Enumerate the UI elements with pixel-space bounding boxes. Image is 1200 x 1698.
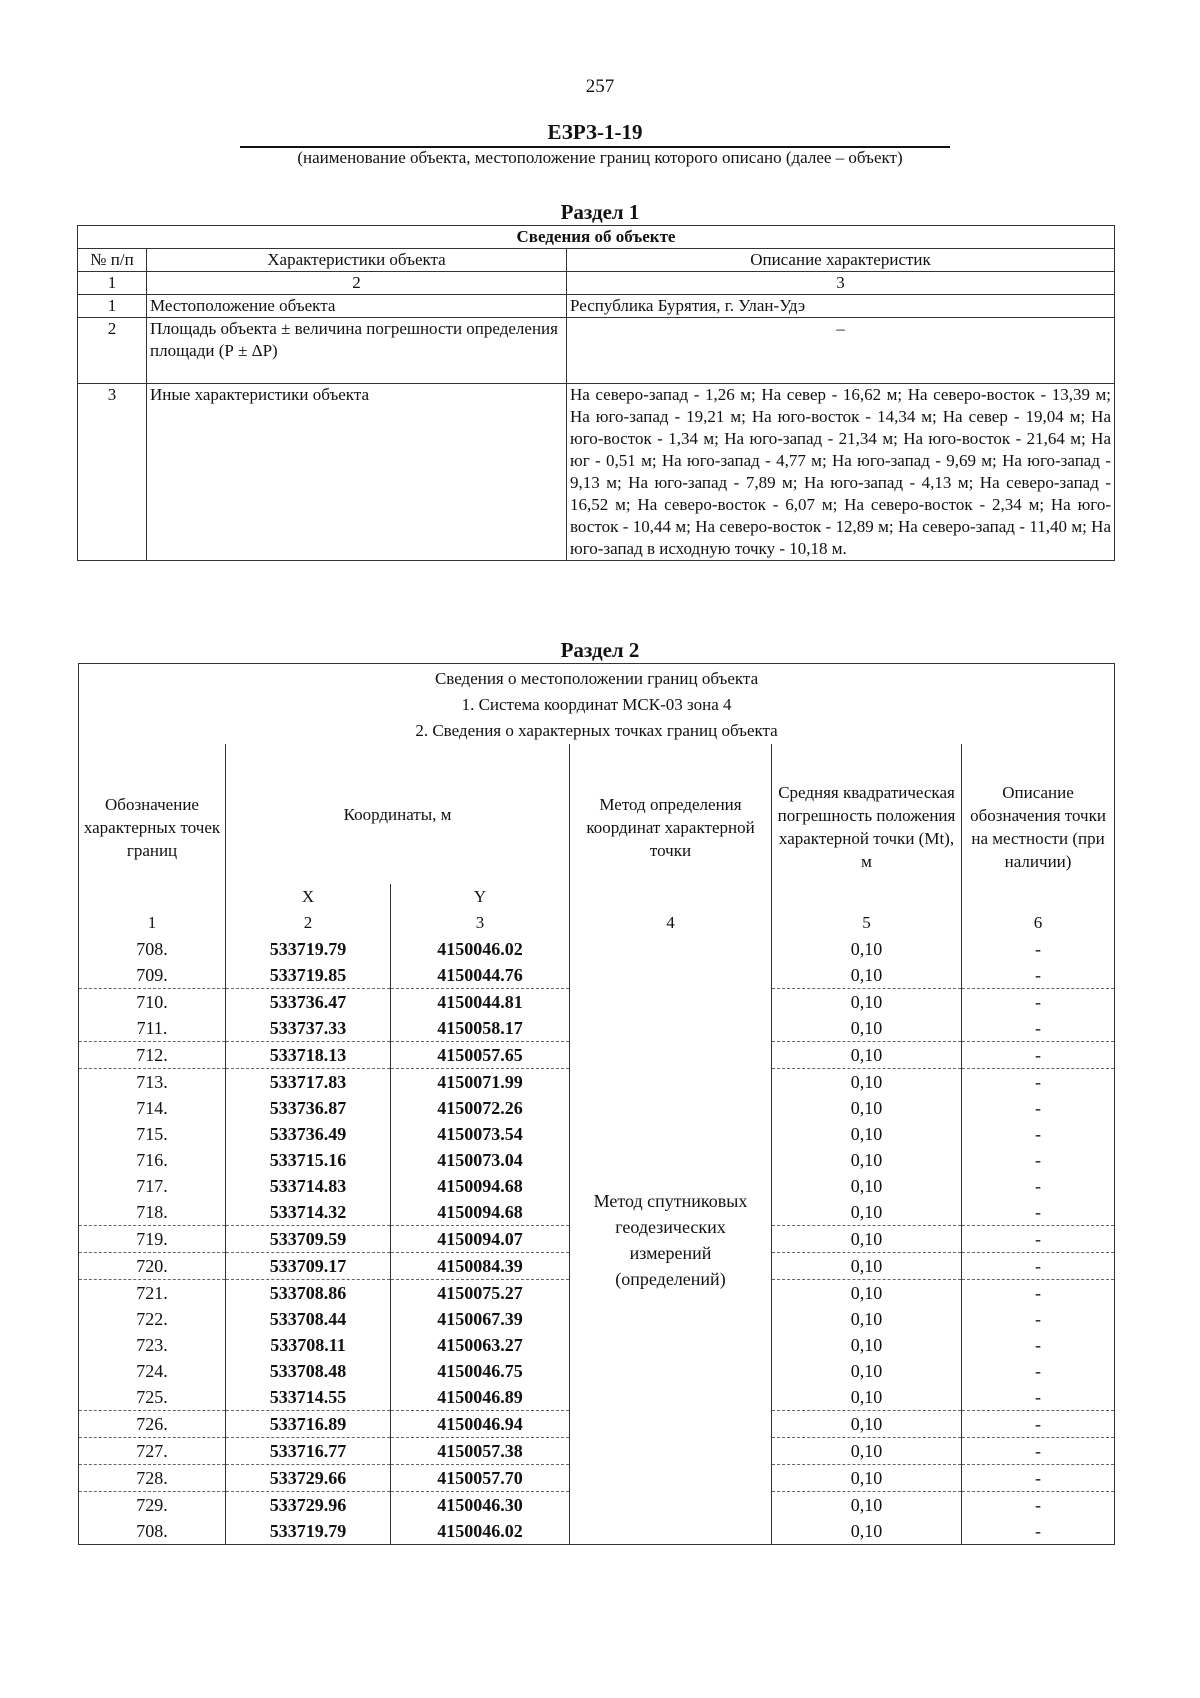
point-x: 533716.89 — [226, 1411, 391, 1438]
point-description: - — [962, 1069, 1115, 1096]
point-number: 708. — [79, 936, 226, 962]
col-number-3: 3 — [567, 272, 1115, 295]
point-error: 0,10 — [772, 1069, 962, 1096]
point-error: 0,10 — [772, 1042, 962, 1069]
point-y: 4150071.99 — [391, 1069, 570, 1096]
col-header-description: Описание характеристик — [567, 249, 1115, 272]
col-header-x: X — [226, 884, 391, 910]
point-error: 0,10 — [772, 1199, 962, 1226]
point-number: 724. — [79, 1358, 226, 1384]
point-number: 709. — [79, 962, 226, 989]
point-number: 722. — [79, 1306, 226, 1332]
point-error: 0,10 — [772, 1280, 962, 1307]
points-body — [79, 936, 1115, 1545]
point-description: - — [962, 1384, 1115, 1411]
point-x: 533736.49 — [226, 1121, 391, 1147]
point-number: 728. — [79, 1465, 226, 1492]
point-x: 533715.16 — [226, 1147, 391, 1173]
point-error: 0,10 — [772, 1358, 962, 1384]
point-x: 533719.79 — [226, 936, 391, 962]
col-number-6: 6 — [962, 910, 1115, 936]
point-x: 533708.86 — [226, 1280, 391, 1307]
point-number: 720. — [79, 1253, 226, 1280]
row-characteristic: Иные характеристики объекта — [147, 384, 567, 561]
point-error: 0,10 — [772, 1492, 962, 1519]
row-number: 2 — [78, 318, 147, 384]
object-name: ЕЗРЗ-1-19 — [240, 120, 950, 148]
point-number: 714. — [79, 1095, 226, 1121]
point-x: 533714.83 — [226, 1173, 391, 1199]
point-x: 533719.79 — [226, 1518, 391, 1545]
row-value: – — [567, 318, 1115, 384]
point-x: 533716.77 — [226, 1438, 391, 1465]
method-value: Метод спутниковых геодезических измерений (определений) — [570, 936, 772, 1545]
point-error: 0,10 — [772, 1095, 962, 1121]
point-error: 0,10 — [772, 1306, 962, 1332]
col-header-y: Y — [391, 884, 570, 910]
object-caption: (наименование объекта, местоположение границ которого описано (далее – объект) — [297, 148, 903, 167]
point-description: - — [962, 1280, 1115, 1307]
page-number: 257 — [585, 76, 615, 97]
table-row — [79, 936, 1115, 962]
heading-location: Сведения о местоположении границ объекта — [79, 664, 1115, 693]
point-x: 533714.32 — [226, 1199, 391, 1226]
point-error: 0,10 — [772, 1015, 962, 1042]
point-y: 4150057.65 — [391, 1042, 570, 1069]
point-x: 533736.47 — [226, 989, 391, 1016]
point-x: 533714.55 — [226, 1384, 391, 1411]
point-y: 4150046.02 — [391, 1518, 570, 1545]
point-description: - — [962, 1015, 1115, 1042]
section2-title: Раздел 2 — [560, 638, 640, 662]
col-number-2: 2 — [226, 910, 391, 936]
point-description: - — [962, 1095, 1115, 1121]
point-number: 727. — [79, 1438, 226, 1465]
row-number: 1 — [78, 295, 147, 318]
point-description: - — [962, 1147, 1115, 1173]
point-y: 4150057.38 — [391, 1438, 570, 1465]
point-x: 533708.11 — [226, 1332, 391, 1358]
point-number: 725. — [79, 1384, 226, 1411]
point-error: 0,10 — [772, 936, 962, 962]
point-y: 4150094.07 — [391, 1226, 570, 1253]
point-x: 533717.83 — [226, 1069, 391, 1096]
point-error: 0,10 — [772, 1173, 962, 1199]
row-value: На северо-запад - 1,26 м; На север - 16,62 м; На северо-восток - 13,39 м; На юго-запад - 19,21 м; На юго-восток - 14,34 м; На север - 19,04 м; На юго-восток - 1,34 м; На юго-запад - 21,34 м; На юго-восток - 21,64 м; На юг - 0,51 м; На юго-запад - 4,77 м; На юго-запад - 9,69 м; На юго-запад - 9,13 м; На юго-запад - 7,89 м; На юго-запад - 4,13 м; На северо-запад - 16,52 м; На северо-восток - 6,07 м; На северо-восток - 2,34 м; На юго-восток - 10,44 м; На северо-восток - 12,89 м; На северо-запад - 11,40 м; На юго-запад в исходную точку - 10,18 м. — [567, 384, 1115, 561]
point-y: 4150046.94 — [391, 1411, 570, 1438]
point-description: - — [962, 1173, 1115, 1199]
point-y: 4150046.75 — [391, 1358, 570, 1384]
point-y: 4150058.17 — [391, 1015, 570, 1042]
section1-title: Раздел 1 — [560, 200, 640, 224]
point-x: 533708.44 — [226, 1306, 391, 1332]
point-number: 721. — [79, 1280, 226, 1307]
point-error: 0,10 — [772, 989, 962, 1016]
point-x: 533709.59 — [226, 1226, 391, 1253]
col-number-1: 1 — [78, 272, 147, 295]
point-description: - — [962, 1042, 1115, 1069]
row-characteristic: Площадь объекта ± величина погрешности определения площади (Р ± ΔР) — [147, 318, 567, 384]
point-description: - — [962, 1438, 1115, 1465]
point-y: 4150094.68 — [391, 1199, 570, 1226]
point-description: - — [962, 1306, 1115, 1332]
point-description: - — [962, 989, 1115, 1016]
point-x: 533729.66 — [226, 1465, 391, 1492]
col-header-description: Описание обозначения точки на местности (при наличии) — [962, 744, 1115, 910]
point-number: 726. — [79, 1411, 226, 1438]
point-description: - — [962, 936, 1115, 962]
point-x: 533709.17 — [226, 1253, 391, 1280]
point-number: 713. — [79, 1069, 226, 1096]
point-number: 715. — [79, 1121, 226, 1147]
point-description: - — [962, 1492, 1115, 1519]
point-description: - — [962, 1358, 1115, 1384]
point-number: 718. — [79, 1199, 226, 1226]
point-y: 4150072.26 — [391, 1095, 570, 1121]
point-error: 0,10 — [772, 1121, 962, 1147]
point-number: 729. — [79, 1492, 226, 1519]
col-header-point: Обозначение характерных точек границ — [79, 744, 226, 910]
point-error: 0,10 — [772, 1253, 962, 1280]
point-number: 723. — [79, 1332, 226, 1358]
object-info-table — [77, 225, 1115, 561]
point-error: 0,10 — [772, 1465, 962, 1492]
point-y: 4150057.70 — [391, 1465, 570, 1492]
point-description: - — [962, 962, 1115, 989]
point-description: - — [962, 1465, 1115, 1492]
col-number-5: 5 — [772, 910, 962, 936]
point-error: 0,10 — [772, 1384, 962, 1411]
point-y: 4150075.27 — [391, 1280, 570, 1307]
col-number-1: 1 — [79, 910, 226, 936]
point-description: - — [962, 1518, 1115, 1545]
heading-coord-system: 1. Система координат МСК-03 зона 4 — [79, 692, 1115, 718]
point-error: 0,10 — [772, 1226, 962, 1253]
point-error: 0,10 — [772, 1518, 962, 1545]
point-x: 533736.87 — [226, 1095, 391, 1121]
point-description: - — [962, 1226, 1115, 1253]
row-number: 3 — [78, 384, 147, 561]
point-y: 4150044.81 — [391, 989, 570, 1016]
col-header-coords: Координаты, м — [226, 744, 570, 884]
point-x: 533708.48 — [226, 1358, 391, 1384]
point-description: - — [962, 1411, 1115, 1438]
point-x: 533718.13 — [226, 1042, 391, 1069]
object-info-table-title: Сведения об объекте — [78, 226, 1115, 249]
point-y: 4150063.27 — [391, 1332, 570, 1358]
point-y: 4150044.76 — [391, 962, 570, 989]
point-y: 4150046.30 — [391, 1492, 570, 1519]
point-description: - — [962, 1121, 1115, 1147]
point-y: 4150046.02 — [391, 936, 570, 962]
point-error: 0,10 — [772, 1438, 962, 1465]
heading-points: 2. Сведения о характерных точках границ объекта — [79, 718, 1115, 744]
point-error: 0,10 — [772, 1147, 962, 1173]
point-x: 533719.85 — [226, 962, 391, 989]
point-x: 533737.33 — [226, 1015, 391, 1042]
col-header-error: Средняя квадратическая погрешность положения характерной точки (Mt), м — [772, 744, 962, 910]
point-y: 4150073.04 — [391, 1147, 570, 1173]
point-number: 711. — [79, 1015, 226, 1042]
point-number: 716. — [79, 1147, 226, 1173]
point-y: 4150094.68 — [391, 1173, 570, 1199]
point-y: 4150073.54 — [391, 1121, 570, 1147]
col-number-3: 3 — [391, 910, 570, 936]
point-error: 0,10 — [772, 1411, 962, 1438]
point-description: - — [962, 1253, 1115, 1280]
point-error: 0,10 — [772, 1332, 962, 1358]
boundary-points-table — [78, 663, 1115, 1545]
row-value: Республика Бурятия, г. Улан-Удэ — [567, 295, 1115, 318]
col-header-method: Метод определения координат характерной точки — [570, 744, 772, 910]
point-description: - — [962, 1332, 1115, 1358]
point-number: 717. — [79, 1173, 226, 1199]
col-header-number: № п/п — [78, 249, 147, 272]
col-number-4: 4 — [570, 910, 772, 936]
point-number: 712. — [79, 1042, 226, 1069]
row-characteristic: Местоположение объекта — [147, 295, 567, 318]
point-number: 708. — [79, 1518, 226, 1545]
col-header-characteristics: Характеристики объекта — [147, 249, 567, 272]
col-number-2: 2 — [147, 272, 567, 295]
point-description: - — [962, 1199, 1115, 1226]
point-number: 710. — [79, 989, 226, 1016]
point-y: 4150084.39 — [391, 1253, 570, 1280]
point-x: 533729.96 — [226, 1492, 391, 1519]
point-y: 4150046.89 — [391, 1384, 570, 1411]
point-number: 719. — [79, 1226, 226, 1253]
point-error: 0,10 — [772, 962, 962, 989]
point-y: 4150067.39 — [391, 1306, 570, 1332]
